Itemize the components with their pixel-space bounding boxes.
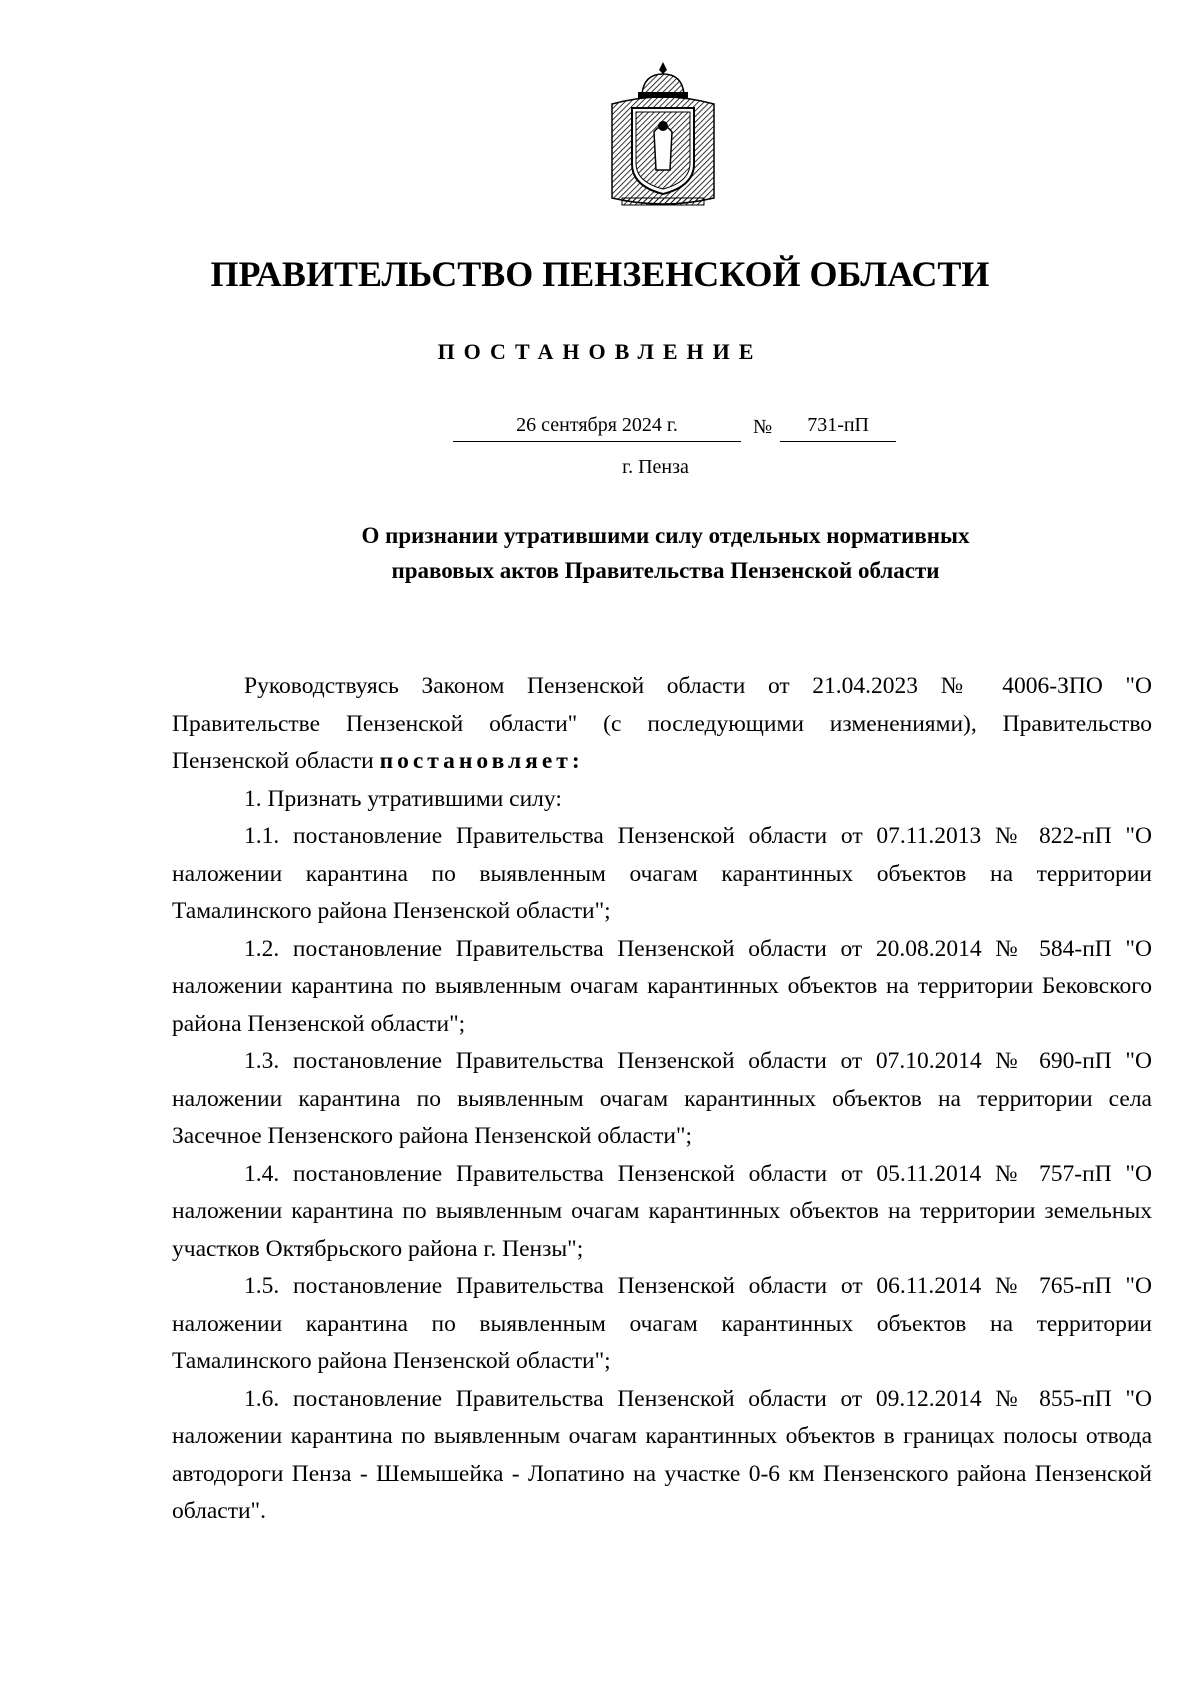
- preamble-paragraph: [172, 668, 1152, 781]
- document-body: [172, 668, 1152, 1531]
- number-sign: №: [753, 416, 773, 438]
- document-subject: [160, 518, 1171, 588]
- list-item: 1.1. постановление Правительства Пензенской области от 07.11.2013 № 822-пП "О наложении карантина по выявленным очагам карантинных объектов на территории Тамалинского района Пензенской области";: [172, 823, 1152, 924]
- subject-line-2: правовых актов Правительства Пензенской области: [391, 558, 940, 583]
- list-item: 1.2. постановление Правительства Пензенской области от 20.08.2014 № 584-пП "О наложении карантина по выявленным очагам карантинных объектов на территории Бековского района Пензенской области";: [172, 935, 1152, 1037]
- list-item: 1.4. постановление Правительства Пензенской области от 05.11.2014 № 757-пП "О наложении карантина по выявленным очагам карантинных объектов на территории земельных участков Октябрьского района г. Пензы";: [172, 1160, 1152, 1262]
- document-number: 731-пП: [780, 410, 896, 442]
- list-item: 1.3. постановление Правительства Пензенской области от 07.10.2014 № 690-пП "О наложении карантина по выявленным очагам карантинных объектов на территории села Засечное Пензенского района Пензенской области";: [172, 1048, 1152, 1149]
- decree-word: постановляет:: [379, 748, 584, 774]
- document-city: г. Пенза: [622, 456, 689, 478]
- list-item: 1.5. постановление Правительства Пензенской области от 06.11.2014 № 765-пП "О наложении карантина по выявленным очагам карантинных объектов на территории Тамалинского района Пензенской области";: [172, 1273, 1152, 1374]
- list-item: 1.6. постановление Правительства Пензенской области от 09.12.2014 № 855-пП "О наложении карантина по выявленным очагам карантинных объектов в границах полосы отвода автодороги Пенза - Шемышейка - Лопатино на участке 0-6 км Пензенского района Пензенской области".: [172, 1385, 1152, 1524]
- document-date: 26 сентября 2024 г.: [453, 410, 741, 442]
- subject-line-1: О признании утратившими силу отдельных нормативных: [361, 523, 970, 548]
- document-type: ПОСТАНОВЛЕНИЕ: [437, 339, 763, 364]
- coat-of-arms-icon: [604, 60, 722, 210]
- government-title: ПРАВИТЕЛЬСТВО ПЕНЗЕНСКОЙ ОБЛАСТИ: [210, 254, 990, 294]
- preamble-text: Руководствуясь Законом Пензенской области от 21.04.2023 № 4006-ЗПО "О Правительстве Пензенской области" (с последующими изменениями), Правительство Пензенской области: [172, 673, 1152, 774]
- document-meta: [453, 410, 896, 442]
- clause-1: 1. Признать утратившими силу:: [244, 785, 562, 812]
